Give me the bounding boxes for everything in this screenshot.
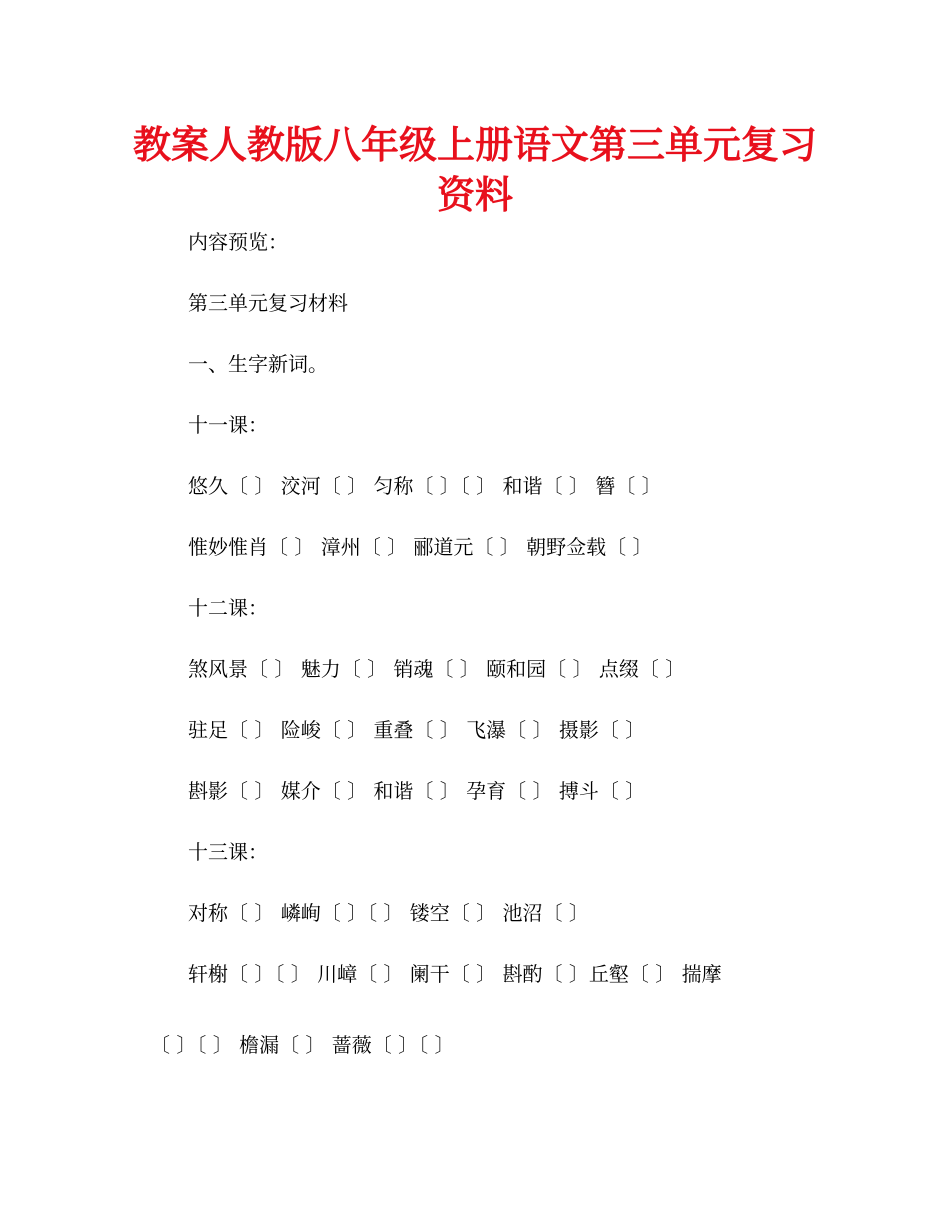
- document-title-line-1: 教案人教版八年级上册语文第三单元复习: [132, 123, 817, 167]
- lesson-12-heading: 十二课：: [188, 596, 268, 620]
- lesson-11-heading: 十一课：: [188, 413, 268, 437]
- section-heading: 第三单元复习材料: [188, 291, 348, 315]
- vocab-line: 惟妙惟肖〔 〕 漳州〔 〕 郦道元〔 〕 朝野佥载〔 〕: [188, 535, 653, 559]
- vocab-line-continued: 〔 〕〔 〕 檐漏〔 〕 蔷薇〔 〕〔 〕: [150, 1033, 455, 1057]
- vocab-line: 轩榭〔 〕〔 〕 川嶂〔 〕 阑干〔 〕 斟酌〔 〕丘壑〔 〕 揣摩: [188, 962, 722, 986]
- vocab-line: 煞风景〔 〕 魅力〔 〕 销魂〔 〕 颐和园〔 〕 点缀〔 〕: [188, 657, 686, 681]
- vocab-line: 斟影〔 〕 媒介〔 〕 和谐〔 〕 孕育〔 〕 搏斗〔 〕: [188, 779, 646, 803]
- content-preview-label: 内容预览：: [188, 230, 288, 254]
- lesson-13-heading: 十三课：: [188, 840, 268, 864]
- vocab-line: 悠久〔 〕 洨河〔 〕 匀称〔 〕〔 〕 和谐〔 〕 簪〔 〕: [188, 474, 662, 498]
- subsection-heading: 一、生字新词。: [188, 352, 328, 376]
- document-title-line-2: 资料: [436, 173, 513, 217]
- vocab-line: 驻足〔 〕 险峻〔 〕 重叠〔 〕 飞瀑〔 〕 摄影〔 〕: [188, 718, 646, 742]
- vocab-line: 对称〔 〕 嶙峋〔 〕〔 〕 镂空〔 〕 池沼〔 〕: [188, 901, 589, 925]
